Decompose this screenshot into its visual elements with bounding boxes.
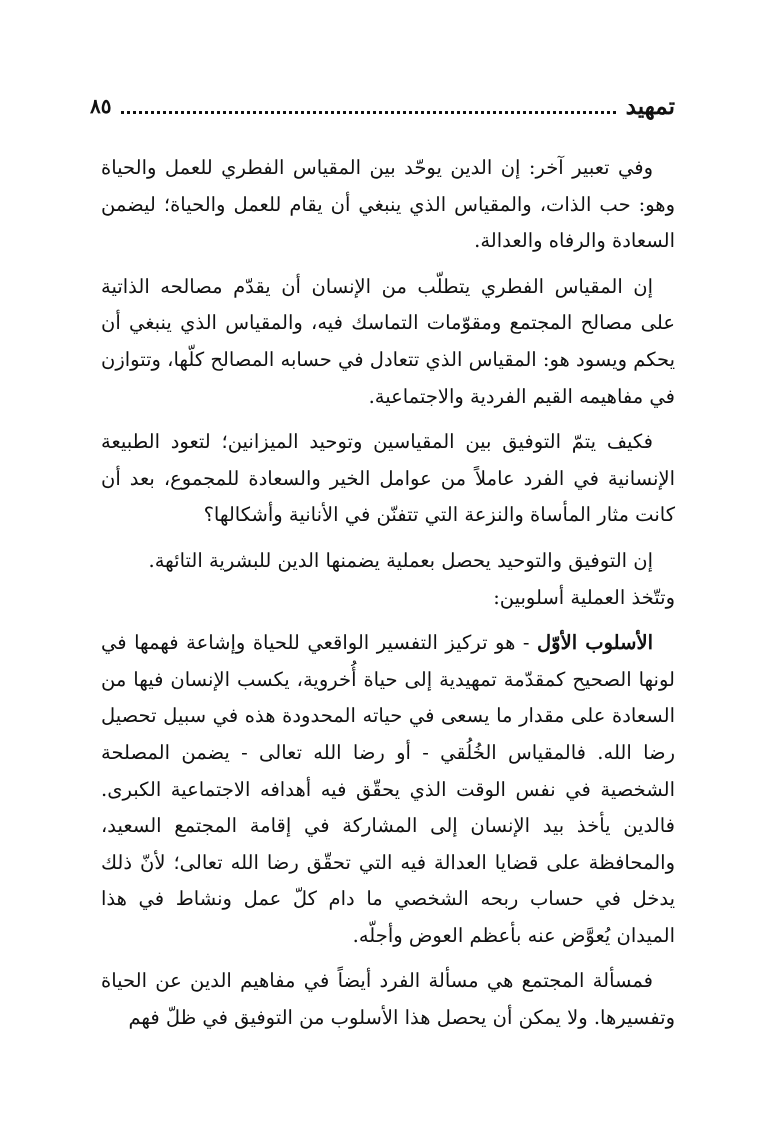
- page-body: [101, 150, 675, 1046]
- paragraph-2: [101, 269, 675, 415]
- method-one-heading: الأسلوب الأوّل: [537, 631, 653, 655]
- paragraph-6: [101, 625, 675, 954]
- paragraph-7: [101, 963, 675, 1036]
- paragraph-7-text: فمسألة المجتمع هي مسألة الفرد أيضاً في مفاهيم الدين عن الحياة وتفسيرها. ولا يمكن أن يحصل هذا الأسلوب من التوفيق في ظلّ فهم: [101, 969, 675, 1030]
- paragraph-4-text: إن التوفيق والتوحيد يحصل بعملية يضمنها الدين للبشرية التائهة.: [148, 548, 653, 572]
- paragraph-3: [101, 424, 675, 534]
- paragraph-6-text: - هو تركيز التفسير الواقعي للحياة وإشاعة فهمها في لونها الصحيح كمقدّمة تمهيدية إلى حياة أُخروية، يكسب الإنسان فيها من السعادة على مقدار ما يسعى في حياته المحدودة هذه في سبيل تحصيل رضا الله. فالمقياس الخُلُقي - أو رضا الله تعالى - يضمن المصلحة الشخصية في نفس الوقت الذي يحقّق فيه أهدافه الاجتماعية الكبرى. فالدين يأخذ بيد الإنسان إلى المشاركة في إقامة المجتمع السعيد، والمحافظة على قضايا العدالة فيه التي تحقّق رضا الله تعالى؛ لأنّ ذلك يدخل في حساب ربحه الشخصي ما دام كلّ عمل ونشاط في هذا الميدان يُعوَّض عنه بأعظم العوض وأجلّه.: [101, 631, 675, 947]
- paragraph-3-text: فكيف يتمّ التوفيق بين المقياسين وتوحيد الميزانين؛ لتعود الطبيعة الإنسانية في الفرد عاملاً من عوامل الخير والسعادة للمجموع، بعد أن كانت مثار المأساة والنزعة التي تتفنّن في الأنانية وأشكالها؟: [101, 430, 675, 527]
- paragraph-5-text: وتتّخذ العملية أسلوبين:: [493, 585, 675, 609]
- paragraph-1-text: وفي تعبير آخر: إن الدين يوحّد بين المقياس الفطري للعمل والحياة وهو: حب الذات، والمقياس الذي ينبغي أن يقام للعمل والحياة؛ ليضمن السعادة والرفاه والعدالة.: [101, 156, 675, 253]
- chapter-title: تمهيد: [625, 92, 675, 120]
- page-number: ٨٥: [90, 94, 112, 118]
- paragraph-5: [101, 580, 675, 617]
- paragraph-1: [101, 150, 675, 260]
- paragraph-4: [101, 543, 675, 580]
- leader-dots: [121, 111, 615, 114]
- running-header: [90, 86, 675, 126]
- paragraph-2-text: إن المقياس الفطري يتطلّب من الإنسان أن يقدّم مصالحه الذاتية على مصالح المجتمع ومقوّمات التماسك فيه، والمقياس الذي ينبغي أن يحكم ويسود هو: المقياس الذي تتعادل في حسابه المصالح كلّها، وتتوازن في مفاهيمه القيم الفردية والاجتماعية.: [101, 274, 675, 408]
